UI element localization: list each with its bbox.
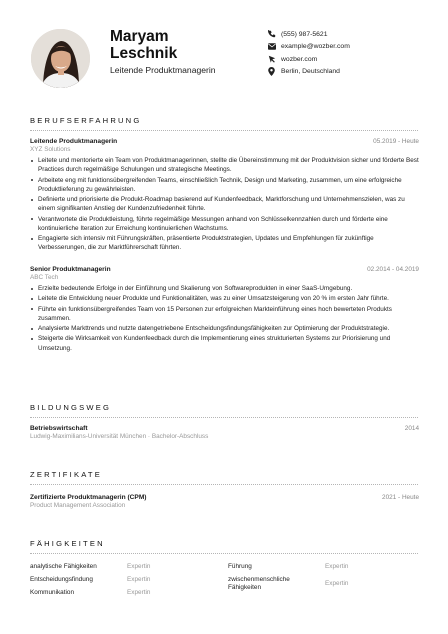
job-company: XYZ Solutions	[30, 146, 71, 153]
job-title: Leitende Produktmanagerin	[30, 138, 118, 145]
job-bullet: Analysierte Markttrends und nutzte datengetriebene Entscheidungsfindungsfähigkeiten zur Optimierung der Produktstrategie.	[30, 324, 419, 333]
section-divider	[30, 553, 418, 554]
skill-level: Expertin	[325, 563, 349, 570]
job-bullet: Definierte und priorisierte die Produkt-Roadmap basierend auf Kundenfeedback, Marktforschung und Unternehmenszielen, was zu einem signifikanten Anstieg der Kundenzufriedenheit führte.	[30, 195, 419, 213]
education-entry	[30, 425, 419, 440]
job-entry	[30, 138, 419, 254]
job-bullet: Leitete die Entwicklung neuer Produkte und Funktionalitäten, was zu einer Umsatzsteigerung von 20 % im ersten Jahr führte.	[30, 294, 419, 303]
contact-email	[267, 41, 437, 54]
skill-level: Expertin	[127, 576, 151, 583]
last-name: Leschnik	[110, 45, 178, 62]
email-icon	[267, 42, 276, 51]
contact-list	[267, 28, 437, 78]
profile-photo	[31, 29, 90, 88]
job-bullet: Steigerte die Wirksamkeit von Kundenfeedback durch die Implementierung eines strukturierten Systems zur Priorisierung und Umsetzung.	[30, 334, 419, 352]
education-degree: Betriebswirtschaft	[30, 425, 88, 432]
skill-level: Expertin	[127, 563, 151, 570]
skill-name: Kommunikation	[30, 589, 75, 596]
cursor-icon	[267, 55, 276, 64]
candidate-name	[110, 28, 260, 62]
skill-level: Expertin	[325, 580, 349, 587]
job-date: 02.2014 - 04.2019	[367, 266, 419, 273]
skill-level: Expertin	[127, 589, 151, 596]
job-bullet: Engagierte sich intensiv mit Führungskräften, präsentierte Produktstrategien, Updates und Empfehlungen für zukünftige Verbesserungen, die zur Marktführerschaft führten.	[30, 234, 419, 252]
job-title: Senior Produktmanagerin	[30, 266, 111, 273]
email-text[interactable]: example@wozber.com	[281, 43, 350, 51]
section-title-certificates: ZERTIFIKATE	[30, 470, 103, 479]
job-bullet: Leitete und mentorierte ein Team von Produktmanagerinnen, stellte die Übereinstimmung mit der Produktvision sicher und förderte Best Practices durch regelmäßige Schulungen und strategische Meetings.	[30, 156, 419, 174]
job-entry	[30, 266, 419, 354]
education-details: Ludwig-Maximilians-Universität München · Bachelor-Abschluss	[30, 433, 209, 440]
certificate-entry	[30, 494, 419, 509]
contact-location	[267, 66, 437, 79]
skill-name: analytische Fähigkeiten	[30, 563, 97, 570]
contact-website	[267, 53, 437, 66]
phone-icon	[267, 30, 276, 39]
job-bullet: Verantwortete die Produktleistung, führte regelmäßige Messungen anhand von Schlüsselkennzahlen durch und förderte eine kontinuierliche Iteration zur Erreichung kontinuierlichen Wachstums.	[30, 215, 419, 233]
skill-name: zwischenmenschliche Fähigkeiten	[228, 576, 290, 591]
education-year: 2014	[404, 425, 419, 432]
skill-name: Führung	[228, 563, 252, 570]
job-bullet: Erzielte bedeutende Erfolge in der Einführung und Skalierung von Softwareprodukten in einer SaaS-Umgebung.	[30, 284, 419, 293]
job-bullet: Führte ein funktionsübergreifendes Team von 15 Personen zur erfolgreichen Markteinführung eines hoch bewerteten Produkts zusammen.	[30, 305, 419, 323]
location-pin-icon	[267, 67, 276, 76]
section-title-education: BILDUNGSWEG	[30, 403, 112, 412]
section-divider	[30, 484, 418, 485]
avatar	[31, 29, 90, 88]
certificate-issuer: Product Management Association	[30, 502, 126, 509]
contact-phone	[267, 28, 437, 41]
website-text[interactable]: wozber.com	[281, 55, 318, 63]
section-title-skills: FÄHIGKEITEN	[30, 539, 105, 548]
job-bullets	[30, 284, 419, 353]
certificate-name: Zertifizierte Produktmanagerin (CPM)	[30, 494, 147, 501]
job-bullets	[30, 156, 419, 252]
first-name: Maryam	[110, 28, 169, 45]
location-text: Berlin, Deutschland	[281, 68, 340, 76]
phone-text[interactable]: (555) 987-5621	[281, 30, 328, 38]
section-divider	[30, 417, 418, 418]
section-divider	[30, 130, 418, 131]
section-title-experience: BERUFSERFAHRUNG	[30, 116, 142, 125]
skill-name: Entscheidungsfindung	[30, 576, 93, 583]
job-date: 05.2019 - Heute	[373, 138, 419, 145]
certificate-date: 2021 - Heute	[382, 494, 419, 501]
candidate-role: Leitende Produktmanagerin	[110, 65, 216, 75]
job-company: ABC Tech	[30, 274, 59, 281]
job-bullet: Arbeitete eng mit funktionsübergreifenden Teams, einschließlich Technik, Design und Marketing, zusammen, um eine erfolgreiche Produktlieferung zu gewährleisten.	[30, 176, 419, 194]
